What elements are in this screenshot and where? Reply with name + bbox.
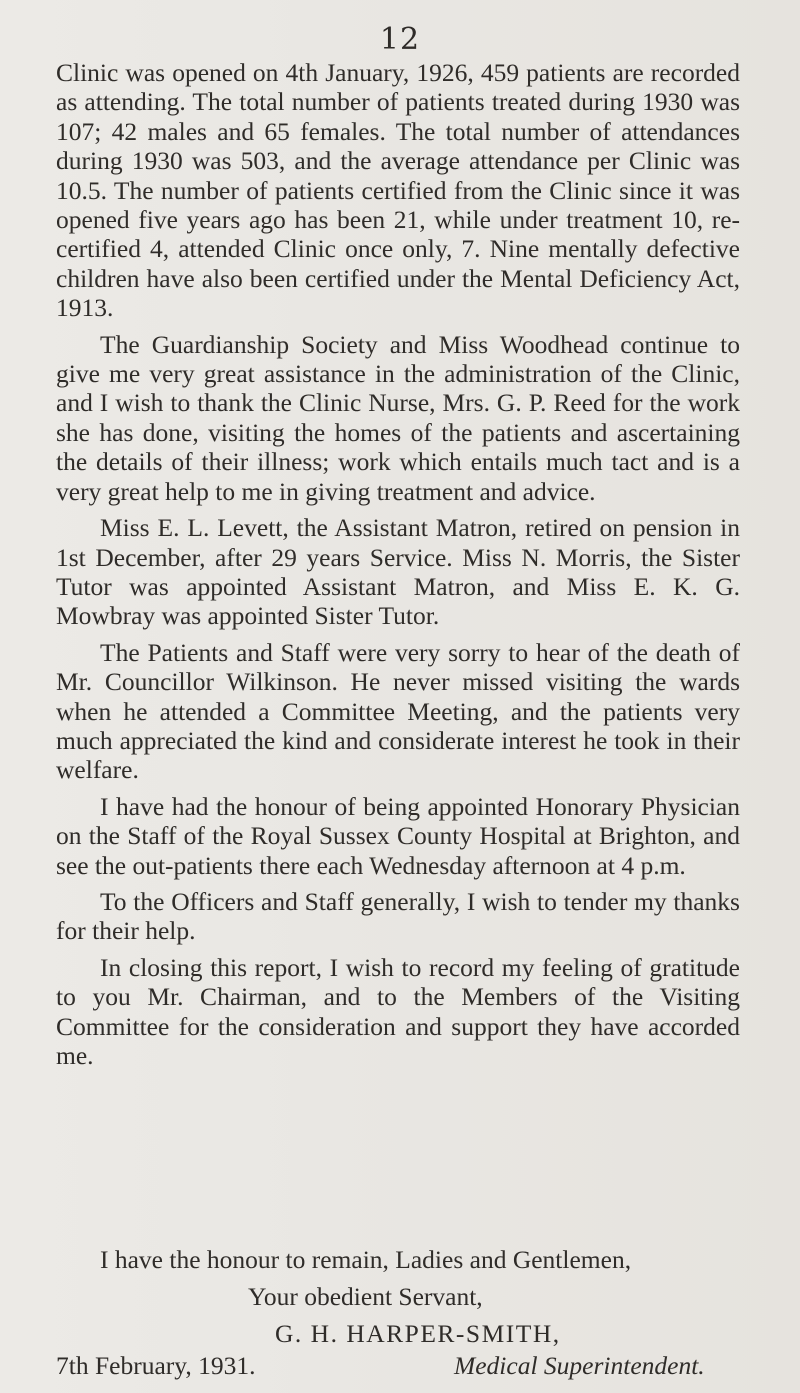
- valediction: Your obedient Servant,: [248, 1282, 483, 1311]
- report-body: [56, 58, 740, 1077]
- paragraph-clinic-statistics: Clinic was opened on 4th January, 1926, 459 patients are recorded as attending. The total number of patients treated during 1930 was 107; 42 males and 65 females. The total number of attendances during 1930 was 503, and the average attendance per Clinic was 10.5. The number of patients certified from the Clinic since it was opened five years ago has been 21, while under treatment 10, re-certified 4, attended Clinic once only, 7. Nine mentally defective children have also been certified under the Mental Deficiency Act, 1913.: [56, 58, 740, 323]
- paragraph-honorary-appointment: I have had the honour of being appointed Honorary Physician on the Staff of the Royal Sussex County Hospital at Brighton, and see the out-patients there each Wednesday afternoon at 4 p.m.: [56, 791, 740, 880]
- paragraph-councillor-death: The Patients and Staff were very sorry to hear of the death of Mr. Councillor Wilkinson. He never missed visiting the wards when he attended a Committee Meeting, and the patients very much appreciated the kind and considerate interest he took in their welfare.: [56, 637, 740, 785]
- signatory-title: Medical Superintendent.: [454, 1351, 705, 1380]
- signature-name: G. H. HARPER-SMITH,: [275, 1319, 561, 1348]
- report-date: 7th February, 1931.: [56, 1351, 256, 1380]
- closing-line: I have the honour to remain, Ladies and Gentlemen,: [100, 1245, 632, 1274]
- paragraph-thanks-staff: To the Officers and Staff generally, I wish to tender my thanks for their help.: [56, 886, 740, 946]
- paragraph-guardianship-society: The Guardianship Society and Miss Woodhead continue to give me very great assistance in the administration of the Clinic, and I wish to thank the Clinic Nurse, Mrs. G. P. Reed for the work she has done, visiting the homes of the patients and ascertaining the details of their illness; work which entails much tact and is a very great help to me in giving treatment and advice.: [56, 329, 740, 506]
- page-number: 12: [379, 22, 421, 57]
- paragraph-closing-gratitude: In closing this report, I wish to record my feeling of gratitude to you Mr. Chairman, and to the Members of the Visiting Committee for the consideration and support they have accorded me.: [56, 952, 740, 1070]
- paragraph-staff-changes: Miss E. L. Levett, the Assistant Matron, retired on pension in 1st December, after 29 years Service. Miss N. Morris, the Sister Tutor was appointed Assistant Matron, and Miss E. K. G. Mowbray was appointed Sister Tutor.: [56, 513, 740, 631]
